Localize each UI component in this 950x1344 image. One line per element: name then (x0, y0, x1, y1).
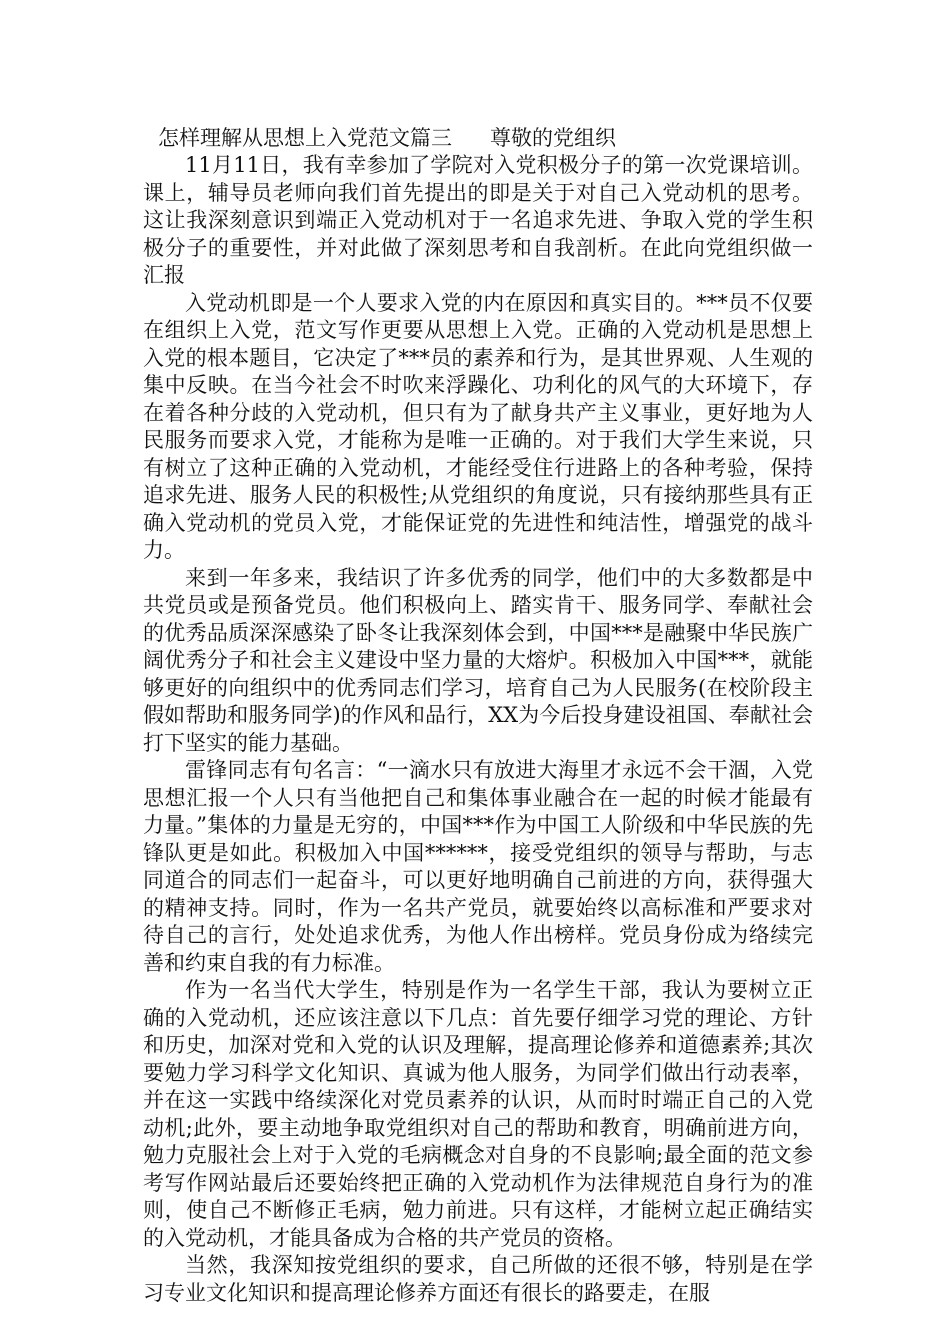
paragraph: 入党动机即是一个人要求入党的内在原因和真实目的。***员不仅要在组织上入党，范文写作更要从思想上入党。正确的入党动机是思想上入党的根本题目，它决定了***员的素养和行为，是其世界观、人生观的集中反映。在当今社会不时吹来浮躁化、功利化的风气的大环境下，存在着各种分歧的入党动机，但只有为了献身共产主义事业，更好地为人民服务而要求入党，才能称为是唯一正确的。对于我们大学生来说，只有树立了这种正确的入党动机，才能经受住行进路上的各种考验，保持追求先进、服务人民的积极性;从党组织的角度说，只有接纳那些具有正确入党动机的党员入党，才能保证党的先进性和纯洁性，增强党的战斗力。 (143, 290, 813, 562)
paragraph: 当然，我深知按党组织的要求，自己所做的还很不够，特别是在学习专业文化知识和提高理论修养方面还有很长的路要走，在服 (143, 1253, 813, 1305)
paragraph: 作为一名当代大学生，特别是作为一名学生干部，我认为要树立正确的入党动机，还应该注意以下几点：首先要仔细学习党的理论、方针和历史，加深对党和入党的认识及理解，提高理论修养和道德素养;其次要勉力学习科学文化知识、真诚为他人服务，为同学们做出行动表率，并在这一实践中络续深化对党员素养的认识，从而时时端正自己的入党动机;此外，要主动地争取党组织对自己的帮助和教育，明确前进方向，勉力克服社会上对于入党的毛病概念对自身的不良影响;最全面的范文参考写作网站最后还要始终把正确的入党动机作为法律规范自身行为的准则，使自己不断修正毛病，勉力前进。只有这样，才能树立起正确结实的入党动机，才能具备成为合格的共产党员的资格。 (143, 978, 813, 1250)
salutation: 尊敬的党组织 (490, 126, 616, 150)
paragraph: 雷锋同志有句名言：“一滴水只有放进大海里才永远不会干涸，入党思想汇报一个人只有当他把自己和集体事业融合在一起的时候才能最有力量。”集体的力量是无穷的，中国***作为中国工人阶级和中华民族的先锋队更是如此。积极加入中国******，接受党组织的领导与帮助，与志同道合的同志们一起奋斗，可以更好地明确自己前进的方向，获得强大的精神支持。同时，作为一名共产党员，就要始终以高标准和严要求对待自己的言行，处处追求优秀，为他人作出榜样。党员身份成为络续完善和约束自我的有力标准。 (143, 758, 813, 975)
paragraph: 来到一年多来，我结识了许多优秀的同学，他们中的大多数都是中共党员或是预备党员。他们积极向上、踏实肯干、服务同学、奉献社会的优秀品质深深感染了卧冬让我深刻体会到，中国***是融聚中华民族广阔优秀分子和社会主义建设中坚力量的大熔炉。积极加入中国***，就能够更好的向组织中的优秀同志们学习，培育自己为人民服务(在校阶段主假如帮助和服务同学)的作风和品行，XX为今后投身建设祖国、奉献社会打下坚实的能力基础。 (143, 565, 813, 755)
title-line (158, 124, 813, 152)
document-page (143, 124, 813, 1307)
paragraph: 11月11日，我有幸参加了学院对入党积极分子的第一次党课培训。课上，辅导员老师向我们首先提出的即是关于对自己入党动机的思考。这让我深刻意识到端正入党动机对于一名追求先进、争取入党的学生积极分子的重要性，并对此做了深刻思考和自我剖析。在此向党组织做一汇报 (143, 153, 813, 287)
document-title: 怎样理解从思想上入党范文篇三 (158, 126, 452, 150)
